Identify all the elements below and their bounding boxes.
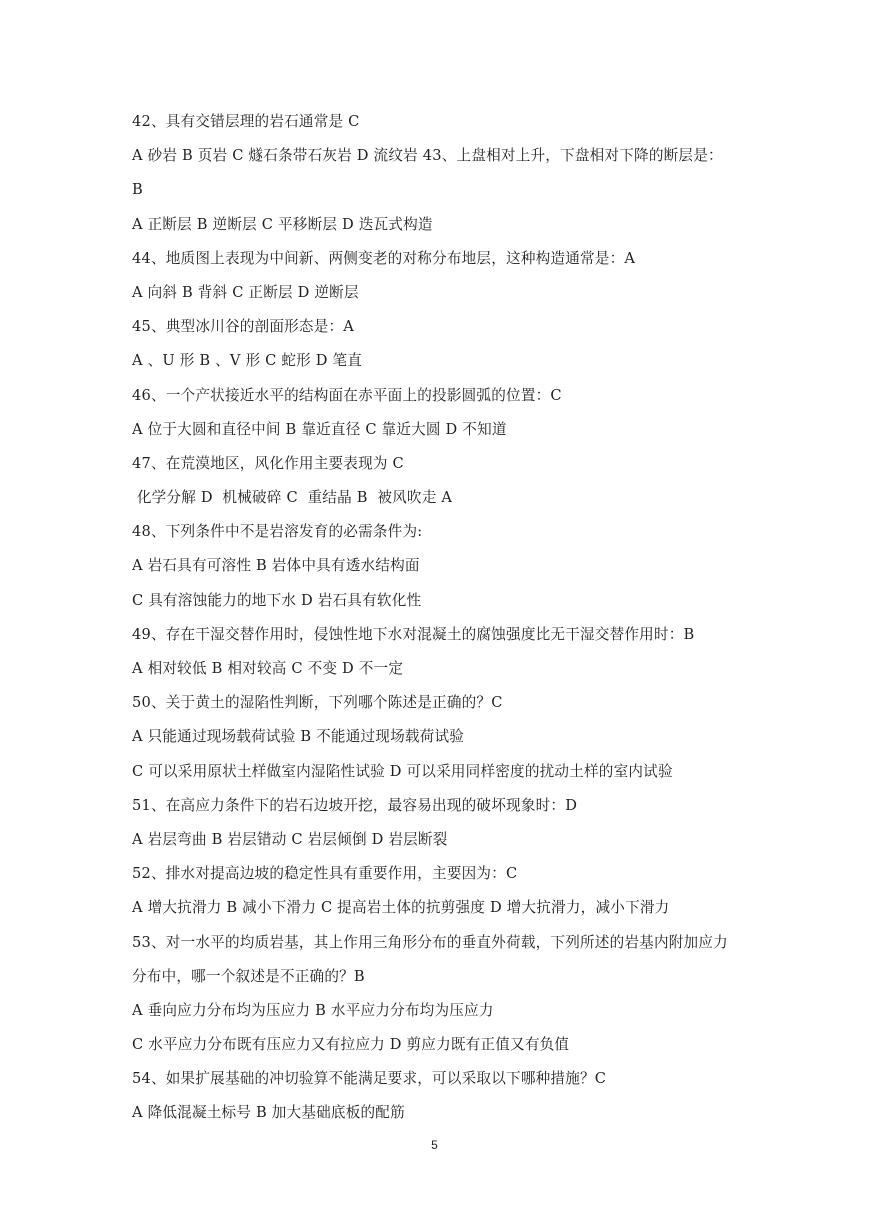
text-line: C 水平应力分布既有压应力又有拉应力 D 剪应力既有正值又有负值 xyxy=(132,1036,570,1054)
text-line: 46、一个产状接近水平的结构面在赤平面上的投影圆弧的位置：C xyxy=(132,386,562,404)
text-line: C 可以采用原状土样做室内湿陷性试验 D 可以采用同样密度的扰动土样的室内试验 xyxy=(132,762,673,780)
question-text-block xyxy=(132,111,852,1137)
text-line: A 岩层弯曲 B 岩层错动 C 岩层倾倒 D 岩层断裂 xyxy=(132,830,448,848)
text-line: 化学分解 D 机械破碎 C 重结晶 B 被风吹走 A xyxy=(132,489,453,507)
text-line: A 正断层 B 逆断层 C 平移断层 D 迭瓦式构造 xyxy=(132,215,433,233)
text-line: A 岩石具有可溶性 B 岩体中具有透水结构面 xyxy=(132,557,420,575)
text-line: 42、具有交错层理的岩石通常是 C xyxy=(132,113,360,130)
text-line: A 位于大圆和直径中间 B 靠近直径 C 靠近大圆 D 不知道 xyxy=(132,420,507,438)
text-line: C 具有溶蚀能力的地下水 D 岩石具有软化性 xyxy=(132,591,422,609)
text-line: 51、在高应力条件下的岩石边坡开挖，最容易出现的破坏现象时：D xyxy=(132,796,578,814)
text-line: A 降低混凝土标号 B 加大基础底板的配筋 xyxy=(132,1104,405,1122)
text-line: 53、对一水平的均质岩基，其上作用三角形分布的垂直外荷载，下列所述的岩基内附加应力 xyxy=(132,933,728,951)
text-line: 50、关于黄土的湿陷性判断，下列哪个陈述是正确的？C xyxy=(132,694,503,712)
page-number: 5 xyxy=(431,1138,438,1152)
text-line: 47、在荒漠地区，风化作用主要表现为 C xyxy=(132,454,404,472)
text-line: A 相对较低 B 相对较高 C 不变 D 不一定 xyxy=(132,660,404,677)
text-line: A 向斜 B 背斜 C 正断层 D 逆断层 xyxy=(132,283,359,301)
text-line: 52、排水对提高边坡的稳定性具有重要作用，主要因为：C xyxy=(132,865,518,883)
text-line: 44、地质图上表现为中间新、两侧变老的对称分布地层，这种构造通常是：A xyxy=(132,249,636,267)
text-line: A 垂向应力分布均为压应力 B 水平应力分布均为压应力 xyxy=(132,1001,494,1019)
text-line: A 砂岩 B 页岩 C 燧石条带石灰岩 D 流纹岩 43、上盘相对上升，下盘相对下降的断层是： xyxy=(132,147,723,165)
text-line: 49、存在干湿交替作用时，侵蚀性地下水对混凝土的腐蚀强度比无干湿交替作用时：B xyxy=(132,625,695,643)
text-line: 分布中，哪一个叙述是不正确的？B xyxy=(132,967,365,985)
text-line: A 、U 形 B 、V 形 C 蛇形 D 笔直 xyxy=(132,352,363,370)
text-line: B xyxy=(132,181,143,199)
text-line: 54、如果扩展基础的冲切验算不能满足要求，可以采取以下哪种措施？C xyxy=(132,1070,607,1088)
text-line: 45、典型冰川谷的剖面形态是：A xyxy=(132,318,355,336)
text-line: 48、下列条件中不是岩溶发育的必需条件为: xyxy=(132,523,423,541)
text-line: A 只能通过现场载荷试验 B 不能通过现场载荷试验 xyxy=(132,728,465,746)
text-line: A 增大抗滑力 B 减小下滑力 C 提高岩土体的抗剪强度 D 增大抗滑力，减小下滑力 xyxy=(132,899,670,917)
